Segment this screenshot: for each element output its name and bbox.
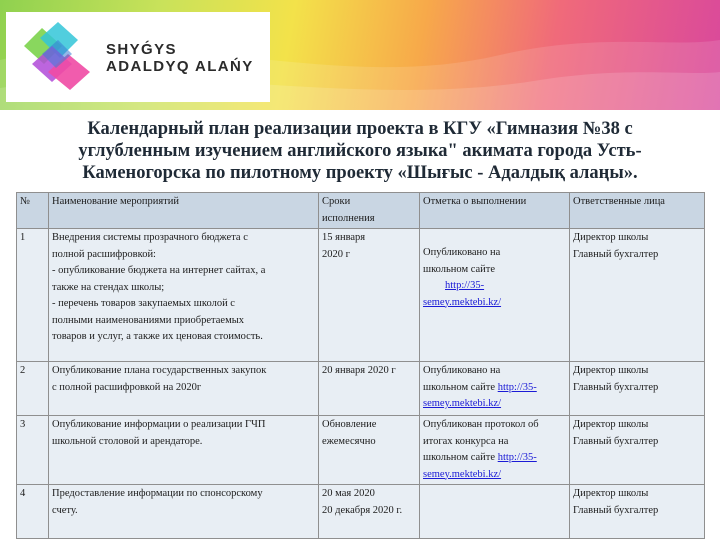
cell-status xyxy=(420,485,570,539)
cell-num: 1 xyxy=(17,229,49,362)
title-line: Каменогорска по пилотному проекту «Шығыс - Адалдық алаңы». xyxy=(82,163,638,183)
cell-line: Предоставление информации по спонсорскому xyxy=(52,488,263,499)
cell-deadline xyxy=(319,485,420,539)
cell-line: Обновление xyxy=(322,419,377,430)
header-status: Отметка о выполнении xyxy=(420,193,570,229)
cell-line: товаров и услуг, а также их ценовая стоимость. xyxy=(52,331,263,342)
cell-line: Опубликован протокол об xyxy=(423,419,539,430)
cell-deadline xyxy=(319,362,420,416)
cell-line: Главный бухгалтер xyxy=(573,435,659,447)
cell-num: 3 xyxy=(17,416,49,485)
cell-line: Главный бухгалтер xyxy=(573,248,659,260)
cell-responsible xyxy=(570,229,705,362)
cell-line: Директор школы xyxy=(573,419,649,430)
cell-status xyxy=(420,416,570,485)
header-banner xyxy=(0,0,720,110)
cell-event xyxy=(49,416,319,485)
cell-line: Опубликование информации о реализации ГЧП xyxy=(52,419,266,430)
school-site-link[interactable]: http://35- xyxy=(497,452,537,463)
cell-line: Опубликовано на xyxy=(423,365,501,376)
cell-line: Директор школы xyxy=(573,232,649,243)
logo-line-1: SHYǴYS xyxy=(106,41,177,58)
header-deadline xyxy=(319,193,420,229)
cell-line: Опубликовано на xyxy=(423,247,501,258)
header-event: Наименование мероприятий xyxy=(49,193,319,229)
school-site-link[interactable]: semey.mektebi.kz/ xyxy=(423,296,502,308)
cell-line xyxy=(423,450,566,467)
header-num: № xyxy=(17,193,49,229)
cell-line: счету. xyxy=(52,504,78,516)
cell-text: школьном сайте xyxy=(423,381,498,393)
school-site-link[interactable]: semey.mektebi.kz/ xyxy=(423,398,502,409)
cell-deadline xyxy=(319,229,420,362)
header-deadline-line: исполнения xyxy=(322,212,375,224)
cell-text: школьном сайте xyxy=(423,452,498,463)
cell-line: 15 января xyxy=(322,232,366,243)
title-line: Календарный план реализации проекта в КГУ «Гимназия №38 с xyxy=(87,119,633,139)
cell-line: школьном сайте xyxy=(423,263,496,275)
table-row xyxy=(17,416,705,485)
cell-line: Внедрения системы прозрачного бюджета с xyxy=(52,232,248,243)
cell-num: 4 xyxy=(17,485,49,539)
logo-wordmark xyxy=(106,41,254,75)
cell-status xyxy=(420,229,570,362)
cell-line: полной расшифровкой: xyxy=(52,248,156,260)
table-row xyxy=(17,485,705,539)
cell-line: ежемесячно xyxy=(322,435,376,447)
logo-mark-icon xyxy=(18,20,96,94)
cell-num: 2 xyxy=(17,362,49,416)
cell-event xyxy=(49,485,319,539)
document-title xyxy=(60,118,660,184)
cell-event xyxy=(49,362,319,416)
school-site-link[interactable]: http://35- xyxy=(497,381,537,393)
cell-line xyxy=(423,467,566,484)
cell-line: Директор школы xyxy=(573,488,649,499)
cell-line xyxy=(423,396,566,413)
cell-line: - перечень товаров закупаемых школой с xyxy=(52,298,235,309)
cell-line: с полной расшифровкой на 2020г xyxy=(52,381,202,393)
cell-line: школьной столовой и арендаторе. xyxy=(52,435,203,447)
school-site-link[interactable]: http://35- xyxy=(445,280,485,291)
cell-line: Опубликование плана государственных закупок xyxy=(52,365,267,376)
cell-line: - опубликование бюджета на интернет сайтах, а xyxy=(52,265,266,276)
cell-deadline xyxy=(319,416,420,485)
cell-event xyxy=(49,229,319,362)
cell-line: Директор школы xyxy=(573,365,649,376)
logo-line-2: ADALDYQ ALAŃY xyxy=(106,58,254,75)
table-header-row xyxy=(17,193,705,229)
cell-line xyxy=(423,380,566,397)
cell-responsible xyxy=(570,485,705,539)
cell-line: 20 мая 2020 xyxy=(322,488,375,499)
header-responsible: Ответственные лица xyxy=(570,193,705,229)
cell-line: 20 января 2020 г xyxy=(322,365,396,376)
school-site-link[interactable]: semey.mektebi.kz/ xyxy=(423,468,502,480)
cell-line xyxy=(423,295,566,312)
cell-line xyxy=(423,278,566,295)
cell-line: полными наименованиями приобретаемых xyxy=(52,314,245,326)
header-deadline-line: Сроки xyxy=(322,196,351,207)
cell-line: итогах конкурса на xyxy=(423,435,509,447)
title-line: углубленным изучением английского языка" акимата города Усть- xyxy=(78,141,642,161)
table-row xyxy=(17,229,705,362)
plan-table xyxy=(16,192,705,539)
cell-line: 2020 г xyxy=(322,248,350,260)
cell-line: Главный бухгалтер xyxy=(573,381,659,393)
table-row xyxy=(17,362,705,416)
cell-line: 20 декабря 2020 г. xyxy=(322,504,403,516)
cell-line: также на стендах школы; xyxy=(52,281,165,293)
cell-responsible xyxy=(570,416,705,485)
cell-responsible xyxy=(570,362,705,416)
cell-status xyxy=(420,362,570,416)
cell-line: Главный бухгалтер xyxy=(573,504,659,516)
logo xyxy=(6,12,270,102)
